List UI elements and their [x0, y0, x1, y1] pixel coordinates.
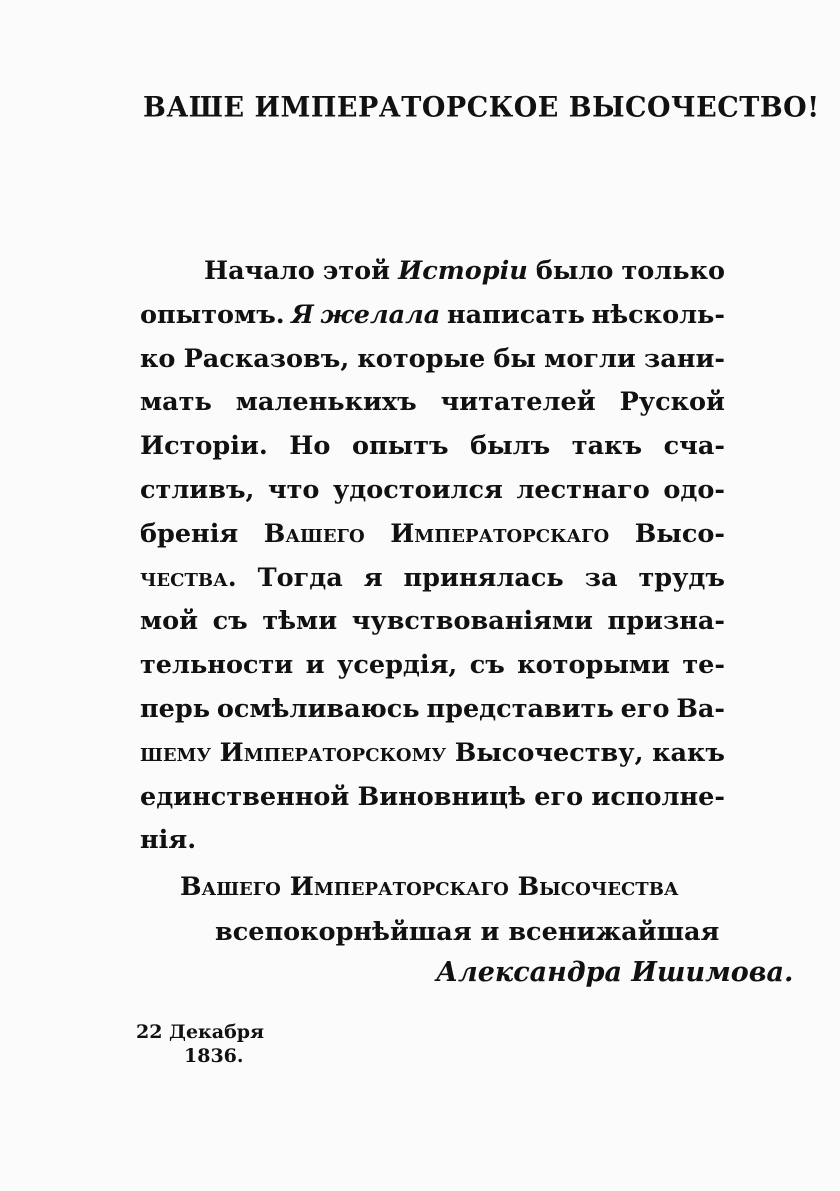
word: Императорскаго	[390, 518, 610, 549]
dedication-heading: ВАШЕ ИМПЕРАТОРСКОЕ ВЫСОЧЕСТВО!	[143, 91, 820, 124]
body-line	[140, 381, 725, 425]
closing-line-1: Вашего Императорскаго Высочества	[180, 872, 679, 902]
word: написать	[446, 299, 585, 330]
word: Виновницѣ	[357, 781, 526, 812]
word: мать	[140, 387, 212, 418]
body-line	[140, 469, 725, 513]
word: принялась	[403, 562, 564, 593]
word: которые	[357, 343, 486, 374]
word: и	[305, 650, 325, 681]
word: нѣсколь-	[591, 299, 725, 330]
word: зани-	[644, 343, 725, 374]
signature: Александра Ишимова.	[436, 957, 794, 988]
word-emphasis	[398, 250, 528, 294]
word: тельности	[140, 650, 294, 681]
word: Я	[291, 299, 314, 330]
word: я	[363, 562, 383, 593]
body-line	[140, 732, 725, 776]
word: чества.	[140, 562, 237, 593]
word: маленькихъ	[235, 387, 417, 418]
word: одо-	[663, 474, 725, 505]
word: бренія	[140, 518, 239, 549]
word: Исторіи.	[140, 431, 268, 462]
word-emphasis	[291, 294, 314, 338]
word: Высочеству,	[454, 737, 644, 768]
word: его	[534, 781, 584, 812]
word: которыми	[517, 650, 670, 681]
word-emphasis	[320, 294, 440, 338]
word: желала	[320, 299, 441, 330]
word: Вашего	[263, 518, 365, 549]
date-day-month: 22 Декабря	[136, 1021, 265, 1043]
word: его	[620, 693, 670, 724]
word: былъ	[470, 431, 551, 462]
body-line	[140, 644, 725, 688]
word: усердія,	[337, 650, 458, 681]
word: удостоился	[332, 474, 503, 505]
word: было	[535, 256, 614, 286]
word: призна-	[607, 606, 725, 637]
body-line	[140, 294, 725, 338]
word: опытъ	[351, 431, 449, 462]
word: трудъ	[638, 562, 725, 593]
word: могли	[544, 343, 636, 374]
word: единственной	[140, 781, 350, 812]
body-line	[140, 776, 725, 820]
word: такъ	[571, 431, 643, 462]
word: перь	[140, 693, 211, 724]
body-line	[140, 688, 725, 732]
word: Ва-	[676, 693, 725, 724]
word: читателей	[440, 387, 596, 418]
word: шему	[140, 737, 212, 768]
body-line	[140, 513, 725, 557]
word: Но	[289, 431, 331, 462]
word: какъ	[652, 737, 725, 768]
dedication-body	[140, 250, 725, 863]
word: Высо-	[634, 518, 725, 549]
body-line	[140, 425, 725, 469]
word: стливъ,	[140, 474, 255, 505]
word: нія.	[140, 825, 197, 856]
word: этой	[322, 256, 391, 286]
body-line	[140, 600, 725, 644]
word: Начало	[204, 256, 315, 286]
word: представить	[426, 693, 614, 724]
word: тѣми	[262, 606, 338, 637]
word: что	[267, 474, 320, 505]
word: сча-	[663, 431, 725, 462]
closing-line-2: всепокорнѣйшая и всенижайшая	[215, 917, 720, 947]
word: лестнаго	[516, 474, 650, 505]
body-line	[140, 557, 725, 601]
word: опытомъ.	[140, 299, 285, 330]
word: съ	[469, 650, 505, 681]
body-line	[140, 250, 725, 294]
body-line	[140, 338, 725, 382]
word: Тогда	[257, 562, 343, 593]
word: Руской	[619, 387, 725, 418]
word: исполне-	[591, 781, 725, 812]
word: ко	[140, 343, 176, 374]
word: осмѣливаюсь	[216, 693, 420, 724]
date-year: 1836.	[184, 1045, 244, 1067]
word: только	[621, 256, 725, 286]
word: мой	[140, 606, 199, 637]
word: чувствованіями	[351, 606, 593, 637]
body-line	[140, 819, 725, 863]
word: за	[584, 562, 618, 593]
word: Расказовъ,	[183, 343, 350, 374]
word: Императорскому	[219, 737, 447, 768]
history-word: Исторіи	[398, 256, 528, 286]
word: съ	[212, 606, 248, 637]
word: бы	[493, 343, 536, 374]
date-block	[136, 1020, 264, 1068]
word: те-	[682, 650, 725, 681]
